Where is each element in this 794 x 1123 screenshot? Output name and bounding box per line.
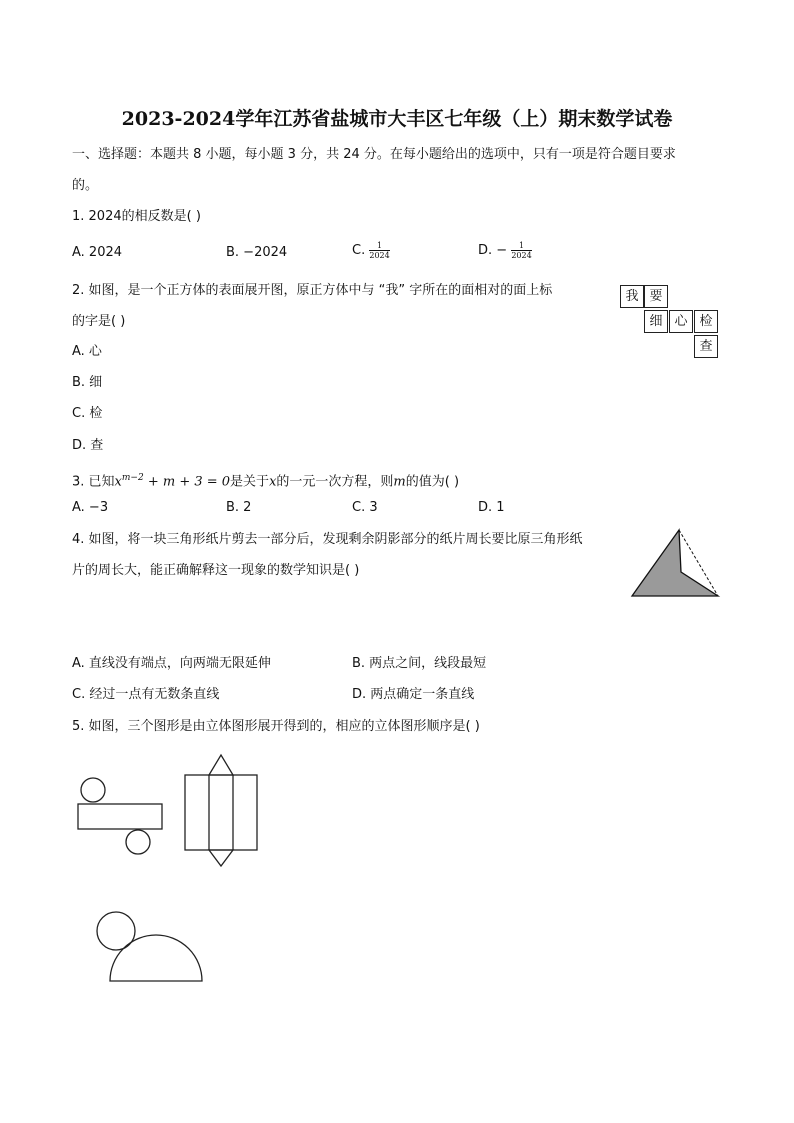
q4-option-a: A. 直线没有端点，向两端无限延伸 <box>72 656 271 671</box>
q1-option-b: B. −2024 <box>226 245 288 260</box>
q1-stem: 1. 2024的相反数是( ) <box>72 209 201 224</box>
q1-option-d-label: D. − <box>478 243 508 258</box>
cylinder-side-rectangle <box>78 804 162 829</box>
q3-text2: 的一元一次方程，则 <box>276 474 394 490</box>
q3-equation-rest: + m + 3 = 0 <box>143 474 231 490</box>
section-heading-line2: 的。 <box>72 178 99 193</box>
prism-top-triangle <box>209 755 233 775</box>
cylinder-top-circle <box>81 778 105 802</box>
prism-net-figure <box>183 753 259 868</box>
net-cell-xi: 细 <box>644 310 668 333</box>
cone-lateral-sector <box>110 935 202 981</box>
q2-option-d: D. 查 <box>72 438 104 453</box>
cut-triangle-figure <box>630 528 722 600</box>
shaded-remaining-paper <box>632 530 718 596</box>
q4-stem-line2: 片的周长大，能正确解释这一现象的数学知识是( ) <box>72 563 360 578</box>
q3-var-m: m <box>393 474 406 490</box>
page-title: 2023-2024学年江苏省盐城市大丰区七年级（上）期末数学试卷 <box>121 108 673 130</box>
prism-bottom-triangle <box>209 850 233 866</box>
q1-option-d-denominator: 2024 <box>511 251 532 260</box>
net-cell-xin: 心 <box>669 310 693 333</box>
q3-option-c: C. 3 <box>352 500 378 515</box>
q2-option-b: B. 细 <box>72 375 103 390</box>
q3-prefix: 3. 已知 <box>72 474 115 490</box>
prism-side-rectangle <box>185 775 257 850</box>
q1-option-d <box>478 241 532 260</box>
net-cell-cha: 查 <box>694 335 718 358</box>
q2-stem-line1: 2. 如图，是一个正方体的表面展开图，原正方体中与 “我” 字所在的面相对的面上标 <box>72 283 553 298</box>
q2-option-a: A. 心 <box>72 344 102 359</box>
q1-option-c-denominator: 2024 <box>369 251 390 260</box>
q4-option-d: D. 两点确定一条直线 <box>352 687 475 702</box>
q1-option-c-fraction <box>369 241 389 260</box>
q3-text1: 是关于 <box>230 474 270 490</box>
q3-base: x <box>114 474 122 490</box>
net-cell-wo: 我 <box>620 285 644 308</box>
q3-stem <box>72 470 459 490</box>
q2-stem-line2: 的字是( ) <box>72 314 126 329</box>
cone-base-circle <box>97 912 135 950</box>
q5-stem: 5. 如图，三个图形是由立体图形展开得到的，相应的立体图形顺序是( ) <box>72 719 480 734</box>
net-cell-yao: 要 <box>644 285 668 308</box>
net-cell-jian: 检 <box>694 310 718 333</box>
q3-option-a: A. −3 <box>72 500 109 515</box>
q1-option-c-label: C. <box>352 243 366 258</box>
q3-var-x: x <box>269 474 277 490</box>
q3-option-b: B. 2 <box>226 500 252 515</box>
q4-option-c: C. 经过一点有无数条直线 <box>72 687 220 702</box>
q3-text3: 的值为( ) <box>405 474 460 490</box>
cylinder-bottom-circle <box>126 830 150 854</box>
q1-option-d-numerator: 1 <box>511 241 531 251</box>
q1-option-d-fraction <box>511 241 531 260</box>
q4-stem-line1: 4. 如图，将一块三角形纸片剪去一部分后，发现剩余阴影部分的纸片周长要比原三角形纸 <box>72 532 583 547</box>
cone-net-figure <box>94 910 206 985</box>
q3-option-d: D. 1 <box>478 500 505 515</box>
section-heading-line1: 一、选择题：本题共 8 小题，每小题 3 分，共 24 分。在每小题给出的选项中，只有一项是符合题目要求 <box>72 147 676 162</box>
q1-option-c <box>352 241 390 260</box>
cylinder-net-figure <box>76 776 166 858</box>
q4-option-b: B. 两点之间，线段最短 <box>352 656 487 671</box>
q2-option-c: C. 检 <box>72 406 103 421</box>
q1-option-c-numerator: 1 <box>369 241 389 251</box>
q3-exponent: m−2 <box>121 473 144 483</box>
q1-option-a: A. 2024 <box>72 245 123 260</box>
